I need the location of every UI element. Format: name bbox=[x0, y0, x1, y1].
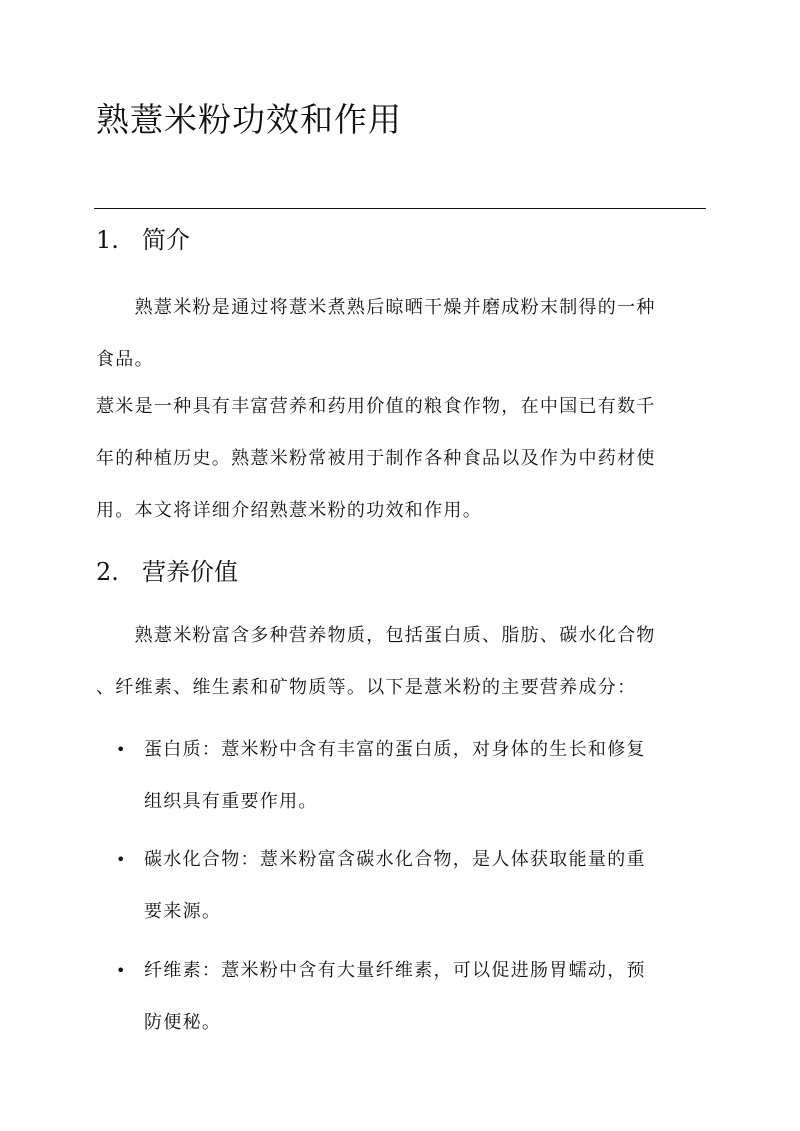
nutrition-paragraph bbox=[96, 610, 716, 714]
list-item-text bbox=[144, 945, 646, 1049]
section-number: 1. bbox=[96, 226, 119, 254]
section-number: 2. bbox=[96, 558, 119, 586]
paragraph-line: 食品。 bbox=[96, 349, 154, 370]
intro-paragraph-2 bbox=[96, 381, 716, 537]
list-item-line: 组织具有重要作用。 bbox=[144, 791, 318, 812]
section-heading-nutrition bbox=[96, 552, 238, 587]
bullet-icon: • bbox=[116, 850, 127, 869]
paragraph-line: 熟薏米粉富含多种营养物质，包括蛋白质、脂肪、碳水化合物 bbox=[96, 625, 656, 646]
list-item-text bbox=[144, 724, 646, 828]
list-item-line: 碳水化合物：薏米粉富含碳水化合物，是人体获取能量的重 bbox=[144, 849, 646, 870]
section-heading-intro bbox=[96, 220, 190, 255]
paragraph-line: 薏米是一种具有丰富营养和药用价值的粮食作物，在中国已有数千 bbox=[96, 396, 656, 417]
paragraph-line: 年的种植历史。熟薏米粉常被用于制作各种食品以及作为中药材使 bbox=[96, 448, 656, 469]
bullet-icon: • bbox=[116, 740, 127, 759]
paragraph-line: 熟薏米粉是通过将薏米煮熟后晾晒干燥并磨成粉末制得的一种 bbox=[96, 297, 656, 318]
paragraph-line: 用。本文将详细介绍熟薏米粉的功效和作用。 bbox=[96, 500, 482, 521]
list-item-line: 纤维素：薏米粉中含有大量纤维素，可以促进肠胃蠕动，预 bbox=[144, 960, 646, 981]
list-item-line: 要来源。 bbox=[144, 901, 222, 922]
title-divider bbox=[94, 208, 706, 209]
intro-paragraph-1 bbox=[96, 282, 716, 386]
paragraph-line: 、纤维素、维生素和矿物质等。以下是薏米粉的主要营养成分： bbox=[96, 677, 637, 698]
list-item-line: 防便秘。 bbox=[144, 1012, 222, 1033]
section-title: 营养价值 bbox=[142, 558, 238, 586]
bullet-icon: • bbox=[116, 961, 127, 980]
list-item-text bbox=[144, 834, 646, 938]
section-title: 简介 bbox=[142, 226, 190, 254]
document-title: 熟薏米粉功效和作用 bbox=[96, 100, 402, 139]
list-item-line: 蛋白质：薏米粉中含有丰富的蛋白质，对身体的生长和修复 bbox=[144, 739, 646, 760]
